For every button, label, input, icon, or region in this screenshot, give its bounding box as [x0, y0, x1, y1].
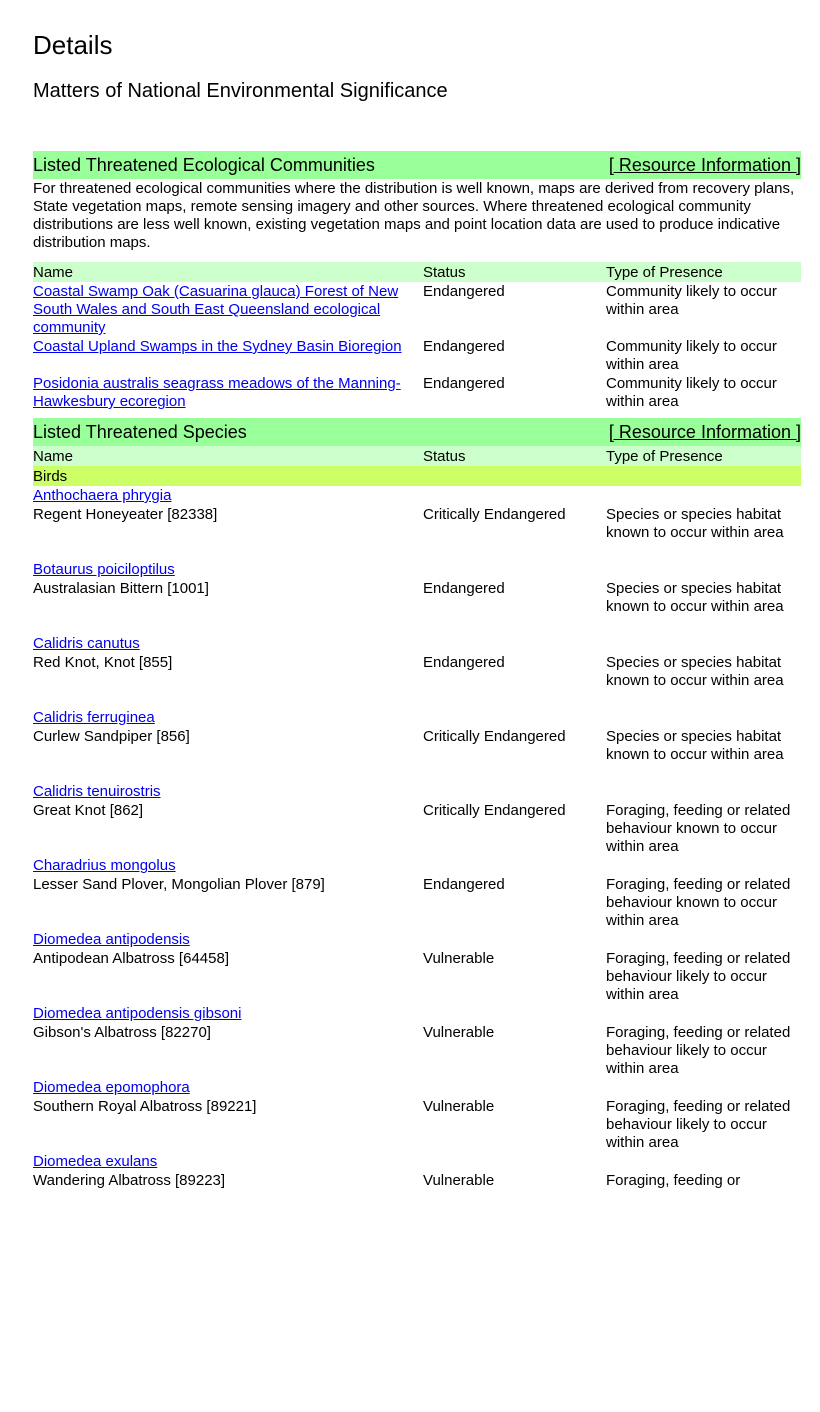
status-cell: Vulnerable — [423, 1024, 495, 1041]
presence-cell: Community likely to occur within area — [606, 283, 777, 318]
species-entry — [33, 1078, 801, 1152]
presence-cell: Species or species habitat known to occur within area — [606, 654, 784, 689]
species-scientific-name — [33, 486, 801, 506]
species-link[interactable]: Anthochaera phrygia — [33, 487, 172, 504]
status-cell: Endangered — [423, 283, 505, 300]
column-header-row — [33, 262, 801, 282]
species-common-name: Gibson's Albatross [82270] — [33, 1024, 211, 1041]
species-entry — [33, 930, 801, 1004]
species-link[interactable]: Botaurus poiciloptilus — [33, 561, 175, 578]
species-scientific-name — [33, 708, 801, 728]
table-row — [33, 728, 801, 764]
species-scientific-name — [33, 1004, 801, 1024]
threatened-species-section — [33, 418, 801, 1226]
ecological-rows — [33, 282, 801, 411]
community-name-cell — [33, 374, 423, 411]
section-header — [33, 151, 801, 179]
column-header-presence: Type of Presence — [606, 447, 723, 465]
community-link[interactable]: Posidonia australis seagrass meadows of the Manning-Hawkesbury ecoregion — [33, 375, 401, 410]
column-header-name: Name — [33, 447, 74, 465]
community-name-cell — [33, 282, 423, 337]
resource-information-link[interactable]: [ Resource Information ] — [608, 421, 801, 442]
presence-cell: Foraging, feeding or — [606, 1172, 741, 1189]
species-link[interactable]: Calidris canutus — [33, 635, 140, 652]
table-row — [33, 1024, 801, 1078]
species-link[interactable]: Charadrius mongolus — [33, 857, 176, 874]
status-cell: Vulnerable — [423, 950, 495, 967]
table-row — [33, 580, 801, 616]
section-description: For threatened ecological communities where the distribution is well known, maps are derived from recovery plans, State vegetation maps, remote sensing imagery and other sources. Where threatened ecological community distributions are less well known, existing vegetation maps and point location data are used to produce indicative distribution maps. — [33, 180, 795, 251]
species-common-name: Australasian Bittern [1001] — [33, 580, 209, 597]
species-entry — [33, 782, 801, 856]
status-cell: Endangered — [423, 375, 505, 392]
species-entry — [33, 856, 801, 930]
table-row — [33, 876, 801, 930]
species-entry — [33, 708, 801, 782]
section-heading: Listed Threatened Species — [33, 421, 247, 442]
page-title: Details — [33, 30, 113, 60]
presence-cell: Species or species habitat known to occur within area — [606, 580, 784, 615]
species-scientific-name — [33, 930, 801, 950]
status-cell: Critically Endangered — [423, 728, 566, 745]
species-scientific-name — [33, 560, 801, 580]
community-link[interactable]: Coastal Swamp Oak (Casuarina glauca) Forest of New South Wales and South East Queensland ecological community — [33, 283, 399, 336]
community-name-cell — [33, 337, 423, 374]
presence-cell: Foraging, feeding or related behaviour likely to occur within area — [606, 1024, 791, 1077]
status-cell: Vulnerable — [423, 1172, 495, 1189]
species-common-name: Antipodean Albatross [64458] — [33, 950, 229, 967]
presence-cell: Foraging, feeding or related behaviour likely to occur within area — [606, 950, 791, 1003]
status-cell: Critically Endangered — [423, 802, 566, 819]
species-common-name: Southern Royal Albatross [89221] — [33, 1098, 257, 1115]
table-row — [33, 506, 801, 542]
resource-information-link[interactable]: [ Resource Information ] — [608, 154, 801, 175]
table-row — [33, 1172, 801, 1190]
presence-cell: Community likely to occur within area — [606, 375, 777, 410]
table-row — [33, 654, 801, 690]
presence-cell: Species or species habitat known to occur within area — [606, 728, 784, 763]
status-cell: Critically Endangered — [423, 506, 566, 523]
species-rows — [33, 486, 801, 1226]
species-common-name: Curlew Sandpiper [856] — [33, 728, 190, 745]
column-header-presence: Type of Presence — [606, 263, 723, 281]
species-entry — [33, 634, 801, 708]
species-link[interactable]: Diomedea antipodensis — [33, 931, 190, 948]
species-scientific-name — [33, 634, 801, 654]
community-link[interactable]: Coastal Upland Swamps in the Sydney Basin Bioregion — [33, 338, 402, 355]
species-entry — [33, 1152, 801, 1226]
species-scientific-name — [33, 1152, 801, 1172]
presence-cell: Foraging, feeding or related behaviour known to occur within area — [606, 802, 791, 855]
species-link[interactable]: Diomedea epomophora — [33, 1079, 190, 1096]
status-cell: Endangered — [423, 876, 505, 893]
species-common-name: Great Knot [862] — [33, 802, 144, 819]
table-row — [33, 802, 801, 856]
species-common-name: Lesser Sand Plover, Mongolian Plover [879] — [33, 876, 325, 893]
species-common-name: Wandering Albatross [89223] — [33, 1172, 226, 1189]
table-row — [33, 337, 801, 374]
species-link[interactable]: Calidris ferruginea — [33, 709, 155, 726]
species-link[interactable]: Diomedea exulans — [33, 1153, 158, 1170]
table-row — [33, 1098, 801, 1152]
column-header-name: Name — [33, 263, 74, 281]
status-cell: Vulnerable — [423, 1098, 495, 1115]
presence-cell: Foraging, feeding or related behaviour likely to occur within area — [606, 1098, 791, 1151]
species-common-name: Regent Honeyeater [82338] — [33, 506, 218, 523]
species-entry — [33, 560, 801, 634]
table-row — [33, 374, 801, 411]
table-row — [33, 282, 801, 337]
section-heading: Listed Threatened Ecological Communities — [33, 154, 375, 175]
status-cell: Endangered — [423, 338, 505, 355]
species-entry — [33, 486, 801, 560]
status-cell: Endangered — [423, 654, 505, 671]
column-header-status: Status — [423, 447, 466, 465]
presence-cell: Community likely to occur within area — [606, 338, 777, 373]
presence-cell: Species or species habitat known to occur within area — [606, 506, 784, 541]
status-cell: Endangered — [423, 580, 505, 597]
species-common-name: Red Knot, Knot [855] — [33, 654, 173, 671]
species-group-bar: Birds — [33, 466, 801, 486]
species-link[interactable]: Calidris tenuirostris — [33, 783, 161, 800]
column-header-status: Status — [423, 263, 466, 281]
column-header-row — [33, 446, 801, 466]
species-scientific-name — [33, 1078, 801, 1098]
table-row — [33, 950, 801, 1004]
species-entry — [33, 1004, 801, 1078]
species-scientific-name — [33, 856, 801, 876]
page-subtitle: Matters of National Environmental Significance — [33, 80, 448, 102]
ecological-communities-section — [33, 151, 801, 411]
section-header — [33, 418, 801, 446]
presence-cell: Foraging, feeding or related behaviour known to occur within area — [606, 876, 791, 929]
species-scientific-name — [33, 782, 801, 802]
species-link[interactable]: Diomedea antipodensis gibsoni — [33, 1005, 242, 1022]
